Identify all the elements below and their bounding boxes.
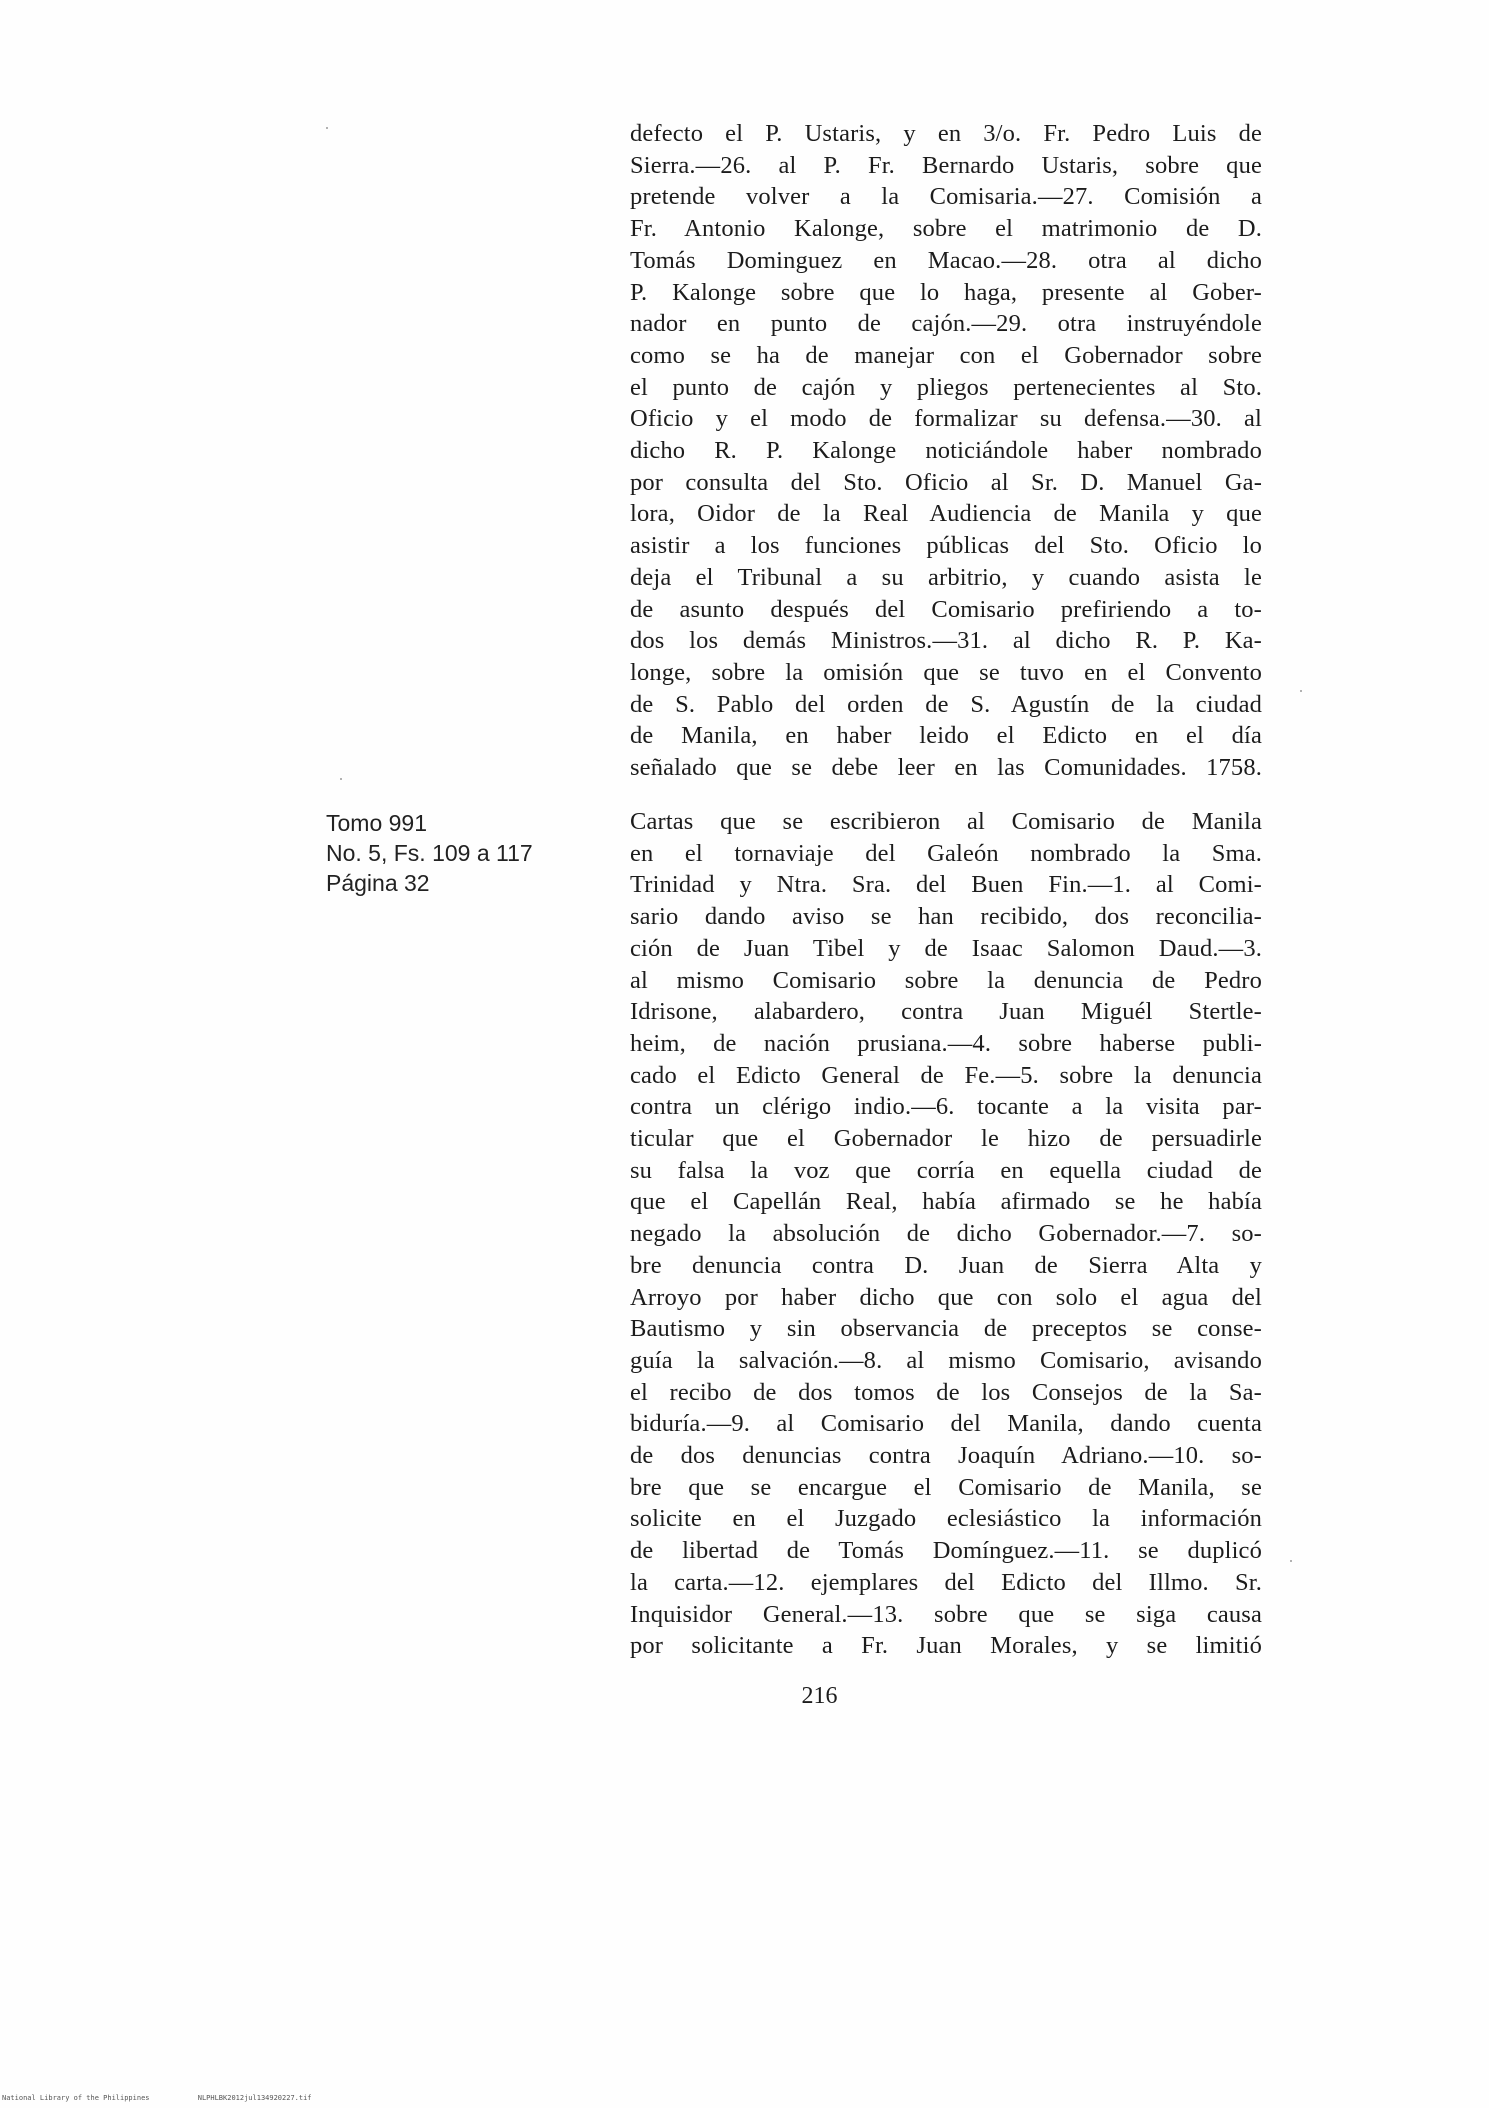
margin-note-line: No. 5, Fs. 109 a 117 (326, 840, 533, 866)
text-line: biduría.—9. al Comisario del Manila, dando cuenta (630, 1410, 1262, 1438)
text-line: como se ha de manejar con el Gobernador sobre (630, 341, 1262, 369)
text-line: Trinidad y Ntra. Sra. del Buen Fin.—1. al Comi- (630, 871, 1262, 899)
scan-speck (340, 778, 342, 780)
text-line: defecto el P. Ustaris, y en 3/o. Fr. Pedro Luis de (630, 120, 1262, 147)
text-line: negado la absolución de dicho Gobernador.—7. so- (630, 1220, 1262, 1248)
text-line: lora, Oidor de la Real Audiencia de Manila y que (630, 500, 1262, 528)
text-line: dos los demás Ministros.—31. al dicho R. P. Ka- (630, 627, 1262, 655)
text-line: Sierra.—26. al P. Fr. Bernardo Ustaris, sobre que (630, 151, 1262, 179)
text-line: al mismo Comisario sobre la denuncia de Pedro (630, 966, 1262, 994)
footer-file-id: NLPHLBK2012jul134920227.tif (197, 2094, 312, 2102)
text-line: en el tornaviaje del Galeón nombrado la Sma. (630, 839, 1262, 867)
text-line: señalado que se debe leer en las Comunidades. 1758. (630, 754, 1262, 782)
scan-speck (326, 127, 328, 129)
text-line: por consulta del Sto. Oficio al Sr. D. Manuel Ga- (630, 468, 1262, 496)
text-line: Idrisone, alabardero, contra Juan Miguél Stertle- (630, 998, 1262, 1026)
text-line: de S. Pablo del orden de S. Agustín de la ciudad (630, 690, 1262, 718)
text-line: nador en punto de cajón.—29. otra instruyéndole (630, 310, 1262, 338)
page-number (0, 1683, 1489, 1710)
text-line: que el Capellán Real, había afirmado se he había (630, 1188, 1262, 1216)
text-line: solicite en el Juzgado eclesiástico la información (630, 1505, 1262, 1533)
text-block-cartas (630, 806, 1262, 1662)
text-line: Inquisidor General.—13. sobre que se siga causa (630, 1600, 1262, 1628)
margin-note-line: Tomo 991 (326, 810, 428, 836)
text-line: ticular que el Gobernador le hizo de persuadirle (630, 1125, 1262, 1153)
text-line: sario dando aviso se han recibido, dos reconcilia- (630, 903, 1262, 931)
text-line: heim, de nación prusiana.—4. sobre haberse publi- (630, 1029, 1262, 1057)
text-line: Arroyo por haber dicho que con solo el agua del (630, 1283, 1262, 1311)
page-number-text: 216 (801, 1683, 838, 1709)
text-line: ción de Juan Tibel y de Isaac Salomon Daud.—3. (630, 934, 1262, 962)
text-line: de libertad de Tomás Domínguez.—11. se duplicó (630, 1537, 1262, 1565)
text-line: el punto de cajón y pliegos pertenecientes al Sto. (630, 373, 1262, 401)
scan-speck (1290, 1560, 1292, 1562)
text-line: Bautismo y sin observancia de preceptos se conse- (630, 1315, 1262, 1343)
text-line: deja el Tribunal a su arbitrio, y cuando asista le (630, 563, 1262, 591)
margin-reference-note (326, 808, 596, 898)
text-line: Cartas que se escribieron al Comisario de Manila (630, 808, 1262, 835)
text-line: de asunto después del Comisario prefiriendo a to- (630, 595, 1262, 623)
text-line: bre denuncia contra D. Juan de Sierra Alta y (630, 1251, 1262, 1279)
scan-footer (2, 2094, 356, 2102)
scan-speck (1300, 690, 1302, 692)
text-line: Fr. Antonio Kalonge, sobre el matrimonio de D. (630, 215, 1262, 243)
text-line: de dos denuncias contra Joaquín Adriano.—10. so- (630, 1442, 1262, 1470)
text-line: su falsa la voz que corría en equella ciudad de (630, 1156, 1262, 1184)
text-line: bre que se encargue el Comisario de Manila, se (630, 1473, 1262, 1501)
text-block-continuation (630, 118, 1262, 784)
text-line: contra un clérigo indio.—6. tocante a la visita par- (630, 1093, 1262, 1121)
footer-library-name: National Library of the Philippines (2, 2094, 150, 2102)
text-line: guía la salvación.—8. al mismo Comisario, avisando (630, 1346, 1262, 1374)
text-line: la carta.—12. ejemplares del Edicto del Illmo. Sr. (630, 1568, 1262, 1596)
text-line: asistir a los funciones públicas del Sto. Oficio lo (630, 532, 1262, 560)
text-line: pretende volver a la Comisaria.—27. Comisión a (630, 183, 1262, 211)
text-line: cado el Edicto General de Fe.—5. sobre la denuncia (630, 1061, 1262, 1089)
text-line: longe, sobre la omisión que se tuvo en el Convento (630, 658, 1262, 686)
text-line: el recibo de dos tomos de los Consejos de la Sa- (630, 1378, 1262, 1406)
text-line: dicho R. P. Kalonge noticiándole haber nombrado (630, 437, 1262, 465)
text-line: por solicitante a Fr. Juan Morales, y se limitió (630, 1632, 1262, 1660)
margin-note-line: Página 32 (326, 870, 430, 896)
text-line: Oficio y el modo de formalizar su defensa.—30. al (630, 405, 1262, 433)
text-line: de Manila, en haber leido el Edicto en el día (630, 722, 1262, 750)
text-line: Tomás Dominguez en Macao.—28. otra al dicho (630, 246, 1262, 274)
text-line: P. Kalonge sobre que lo haga, presente al Gober- (630, 278, 1262, 306)
